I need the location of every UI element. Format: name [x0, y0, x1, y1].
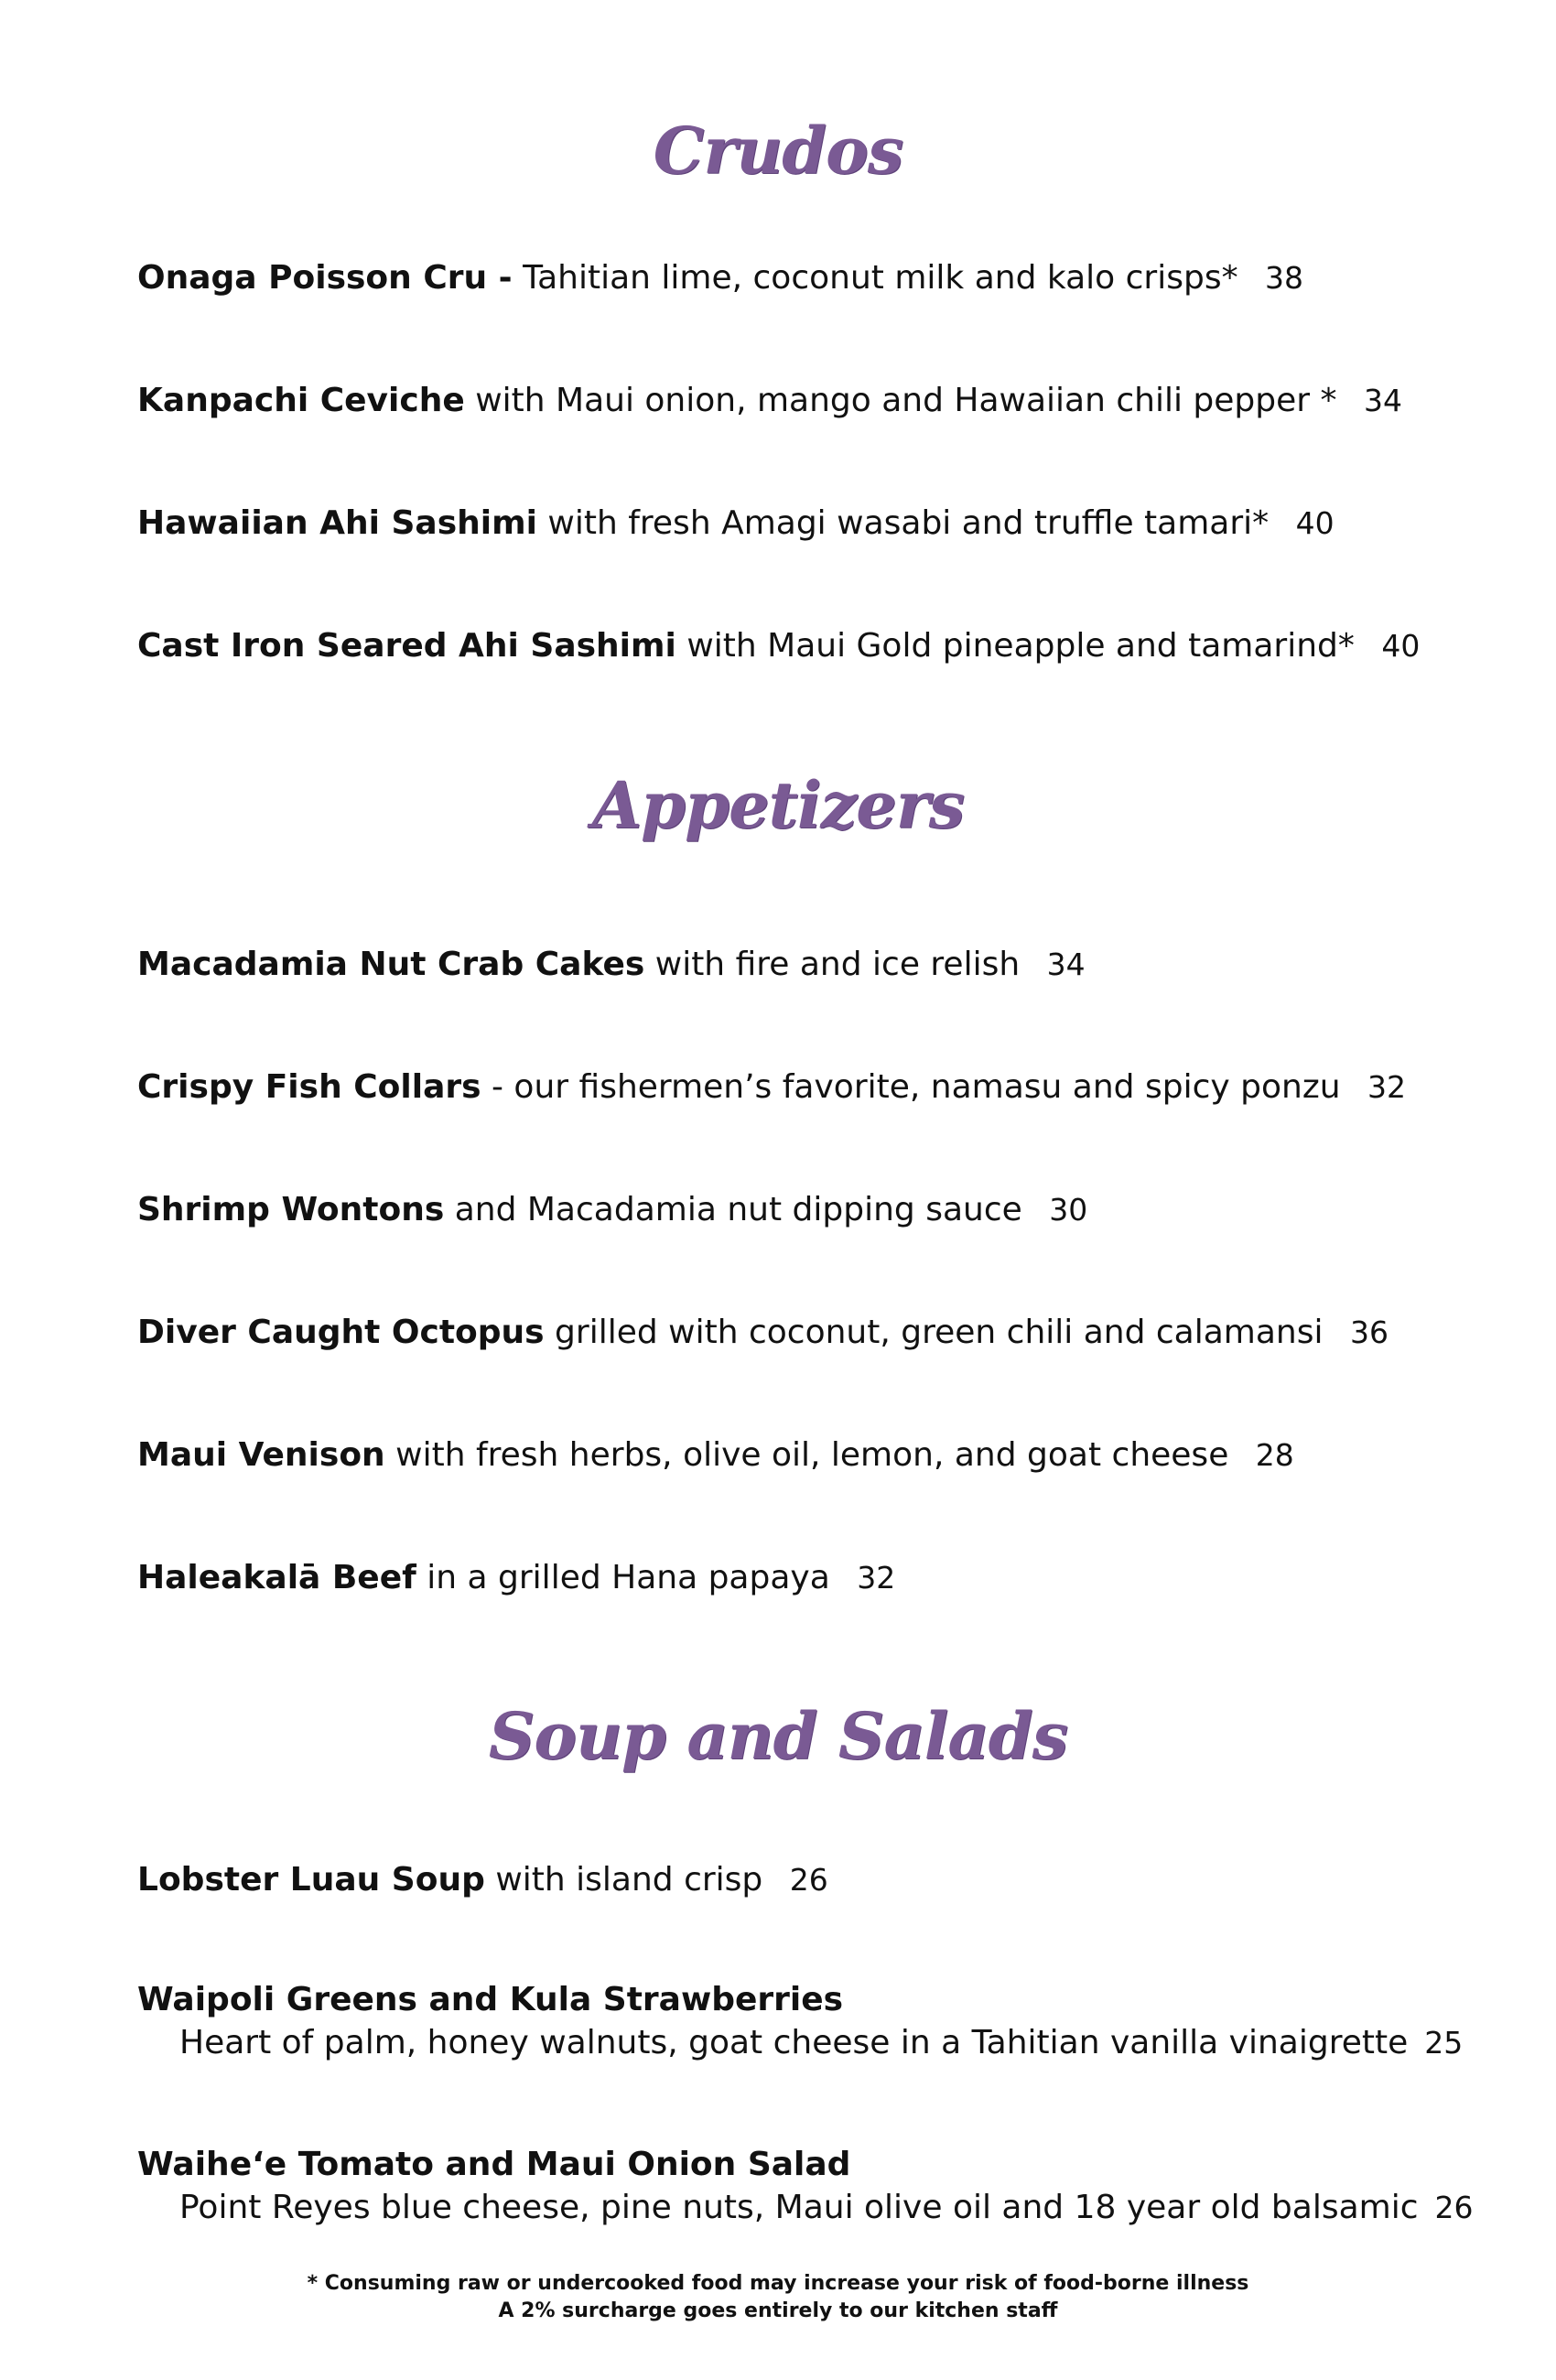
- item-price: 40: [1295, 505, 1334, 541]
- menu-item: [137, 1313, 1389, 1352]
- item-name: Shrimp Wontons: [137, 1191, 445, 1228]
- item-name: Cast Iron Seared Ahi Sashimi: [137, 627, 676, 665]
- menu-item: [137, 258, 1303, 298]
- item-description: with island crisp: [495, 1861, 763, 1899]
- item-name: Diver Caught Octopus: [137, 1314, 545, 1351]
- item-name: Waihe‘e Tomato and Maui Onion Salad: [137, 2146, 851, 2183]
- item-price: 38: [1265, 260, 1304, 296]
- item-price: 25: [1424, 2024, 1464, 2061]
- item-name: Maui Venison: [137, 1436, 385, 1474]
- item-price: 32: [1367, 1069, 1406, 1105]
- item-description: and Macadamia nut dipping sauce: [454, 1191, 1022, 1228]
- menu-item: [137, 1860, 828, 1899]
- item-price: 26: [1434, 2189, 1474, 2225]
- item-description: with Maui Gold pineapple and tamarind*: [686, 627, 1355, 665]
- item-price: 26: [789, 1862, 828, 1898]
- menu-item: [137, 1067, 1406, 1107]
- item-name: Waipoli Greens and Kula Strawberries: [137, 1981, 844, 2018]
- section-title-appetizers: Appetizers: [591, 767, 965, 843]
- item-price: 34: [1046, 947, 1086, 982]
- menu-item: [137, 1190, 1087, 1229]
- item-description: with fresh Amagi wasabi and truffle tamari*: [547, 504, 1270, 542]
- surcharge-notice: A 2% surcharge goes entirely to our kitchen staff: [498, 2299, 1058, 2322]
- item-name: Kanpachi Ceviche: [137, 382, 465, 419]
- item-description-line: [137, 2022, 1463, 2065]
- menu-item: [137, 1435, 1294, 1475]
- menu-item: [137, 381, 1402, 420]
- item-name: Haleakalā Beef: [137, 1559, 416, 1596]
- item-name: Lobster Luau Soup: [137, 1861, 485, 1899]
- menu-item: [137, 2144, 1474, 2230]
- menu-item: [137, 503, 1334, 543]
- item-description: with fresh herbs, olive oil, lemon, and goat cheese: [395, 1436, 1229, 1474]
- item-name: Macadamia Nut Crab Cakes: [137, 946, 645, 983]
- item-description-line: [137, 2187, 1474, 2230]
- section-title-crudos: Crudos: [653, 113, 903, 189]
- menu-item: [137, 1979, 1463, 2065]
- item-description: Tahitian lime, coconut milk and kalo crisps*: [523, 259, 1238, 297]
- item-price: 32: [857, 1560, 896, 1596]
- item-name: Hawaiian Ahi Sashimi: [137, 504, 537, 542]
- item-description: Heart of palm, honey walnuts, goat cheese in a Tahitian vanilla vinaigrette: [179, 2023, 1409, 2061]
- item-name: Onaga Poisson Cru -: [137, 259, 513, 297]
- item-description: - our fishermen’s favorite, namasu and spicy ponzu: [492, 1068, 1341, 1106]
- item-description: with fire and ice relish: [654, 946, 1021, 983]
- item-price: 30: [1049, 1192, 1088, 1228]
- section-title-soup-and-salads: Soup and Salads: [488, 1698, 1068, 1774]
- item-description: grilled with coconut, green chili and calamansi: [555, 1314, 1324, 1351]
- menu-item: [137, 1558, 895, 1597]
- item-price: 28: [1255, 1437, 1294, 1473]
- item-name: Crispy Fish Collars: [137, 1068, 481, 1106]
- food-safety-notice: * Consuming raw or undercooked food may increase your risk of food-borne illness: [307, 2272, 1249, 2295]
- menu-item: [137, 626, 1420, 665]
- item-description: Point Reyes blue cheese, pine nuts, Maui olive oil and 18 year old balsamic: [179, 2188, 1419, 2226]
- item-price: 36: [1349, 1314, 1389, 1350]
- menu-item: [137, 945, 1086, 984]
- footer-notice: [0, 2270, 1556, 2324]
- item-price: 40: [1381, 628, 1421, 664]
- item-description: with Maui onion, mango and Hawaiian chili pepper *: [475, 382, 1337, 419]
- item-price: 34: [1363, 383, 1402, 418]
- item-description: in a grilled Hana papaya: [427, 1559, 830, 1596]
